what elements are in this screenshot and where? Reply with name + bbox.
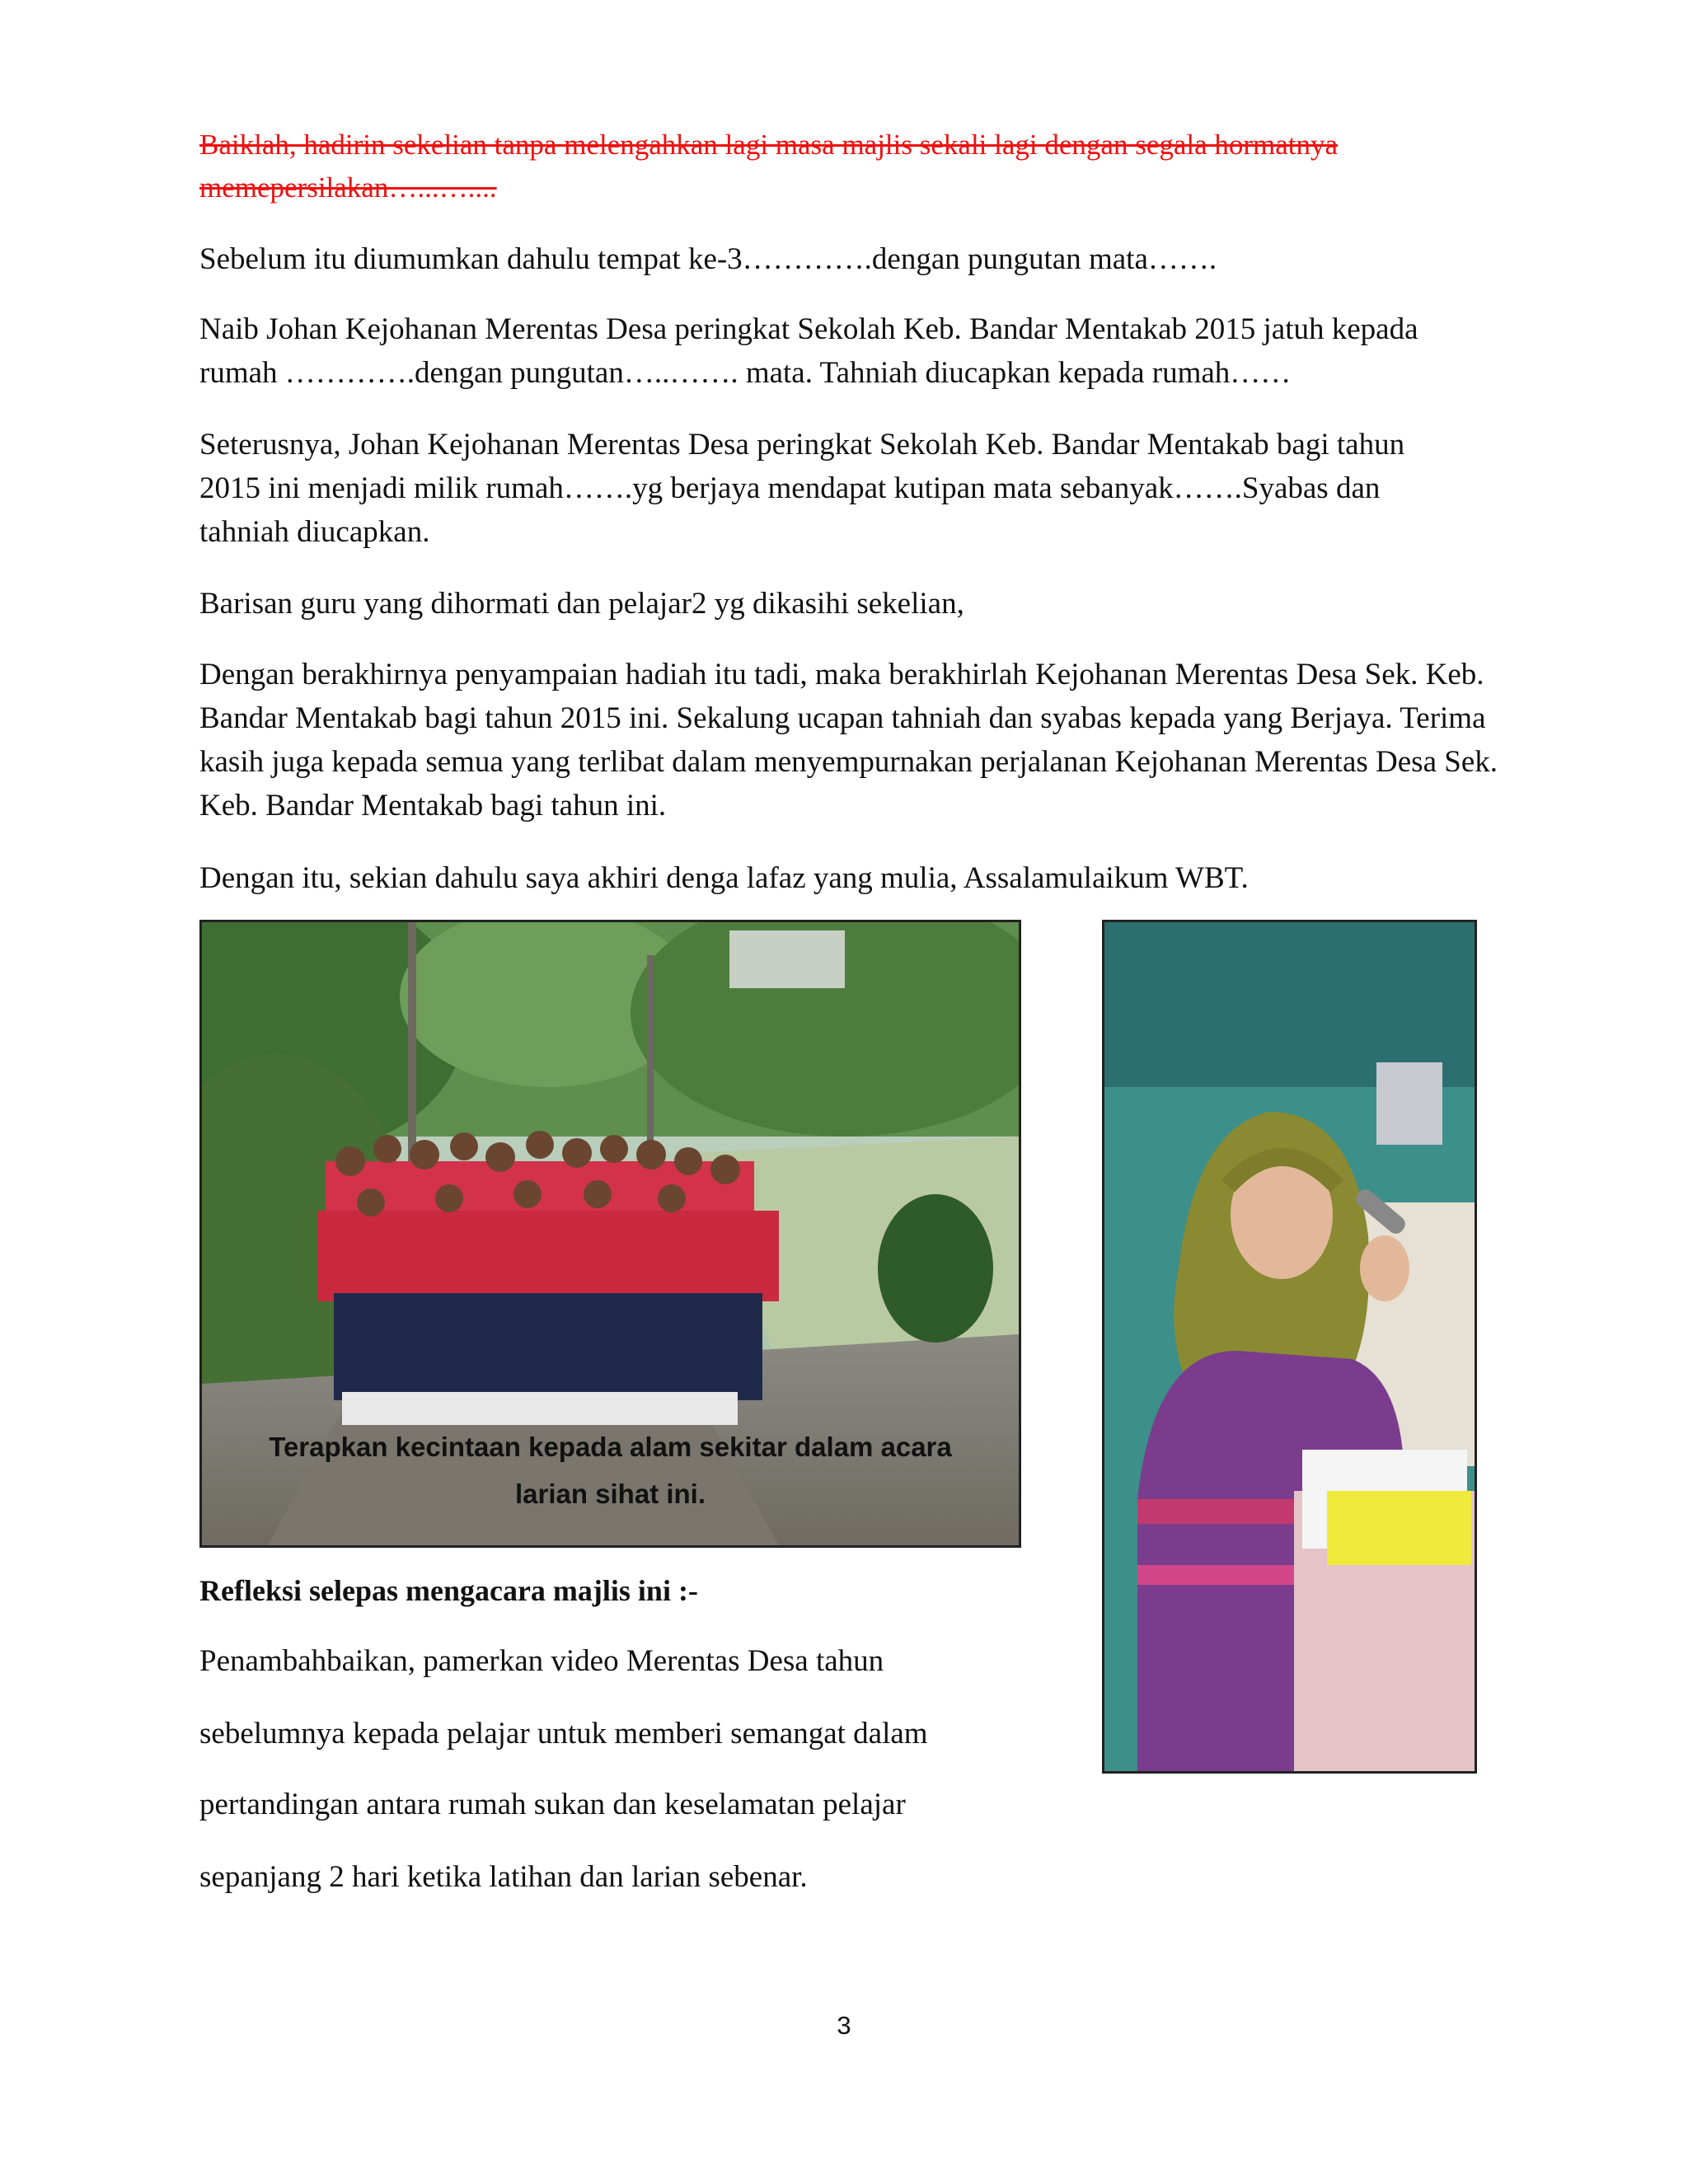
paragraph-third-place: Sebelum itu diumumkan dahulu tempat ke-3………….dengan pungutan mata……. — [199, 242, 1217, 276]
students-photo-caption — [202, 1423, 1019, 1517]
reflection-line-2: sebelumnya kepada pelajar untuk memberi semangat dalam — [199, 1717, 928, 1750]
reflection-line-3: pertandingan antara rumah sukan dan keselamatan pelajar — [199, 1788, 906, 1821]
paragraph-champion: Seterusnya, Johan Kejohanan Merentas Desa peringkat Sekolah Keb. Bandar Mentakab bagi tahun 2015 ini menjadi milik rumah…….yg berjaya mendapat kutipan mata sebanyak…….Syabas dan tahniah diucapkan. — [199, 428, 1405, 549]
page-number: 3 — [837, 2011, 851, 2040]
paragraph-runner-up: Naib Johan Kejohanan Merentas Desa peringkat Sekolah Keb. Bandar Mentakab 2015 jatuh kepada rumah ………….dengan pungutan…..……. mata. Tahniah diucapkan kepada rumah…… — [199, 312, 1418, 390]
paragraph-greeting: Barisan guru yang dihormati dan pelajar2 yg dikasihi sekelian, — [199, 587, 964, 621]
struck-paragraph: Baiklah, hadirin sekelian tanpa melengahkan lagi masa majlis sekali lagi dengan segala hormatnya memepersilakan…...….... — [199, 129, 1339, 204]
students-photo — [199, 920, 1021, 1548]
caption-line-1: Terapkan kecintaan kepada alam sekitar dalam acara — [269, 1432, 952, 1462]
reflection-line-1: Penambahbaikan, pamerkan video Merentas Desa tahun — [199, 1644, 884, 1678]
paragraph-closing: Dengan berakhirnya penyampaian hadiah itu tadi, maka berakhirlah Kejohanan Merentas Desa Sek. Keb. Bandar Mentakab bagi tahun 2015 ini. Sekalung ucapan tahniah dan syabas kepada yang Berjaya. Terima kasih juga kepada semua yang terlibat dalam menyempurnakan perjalanan Kejohanan Merentas Desa Sek. Keb. Bandar Mentakab bagi tahun ini. — [199, 658, 1498, 823]
reflection-heading: Refleksi selepas mengacara majlis ini :- — [199, 1574, 698, 1607]
paragraph-farewell: Dengan itu, sekian dahulu saya akhiri denga lafaz yang mulia, Assalamulaikum WBT. — [199, 861, 1249, 895]
caption-line-2: larian sihat ini. — [514, 1479, 706, 1509]
reflection-line-4: sepanjang 2 hari ketika latihan dan larian sebenar. — [199, 1860, 808, 1894]
